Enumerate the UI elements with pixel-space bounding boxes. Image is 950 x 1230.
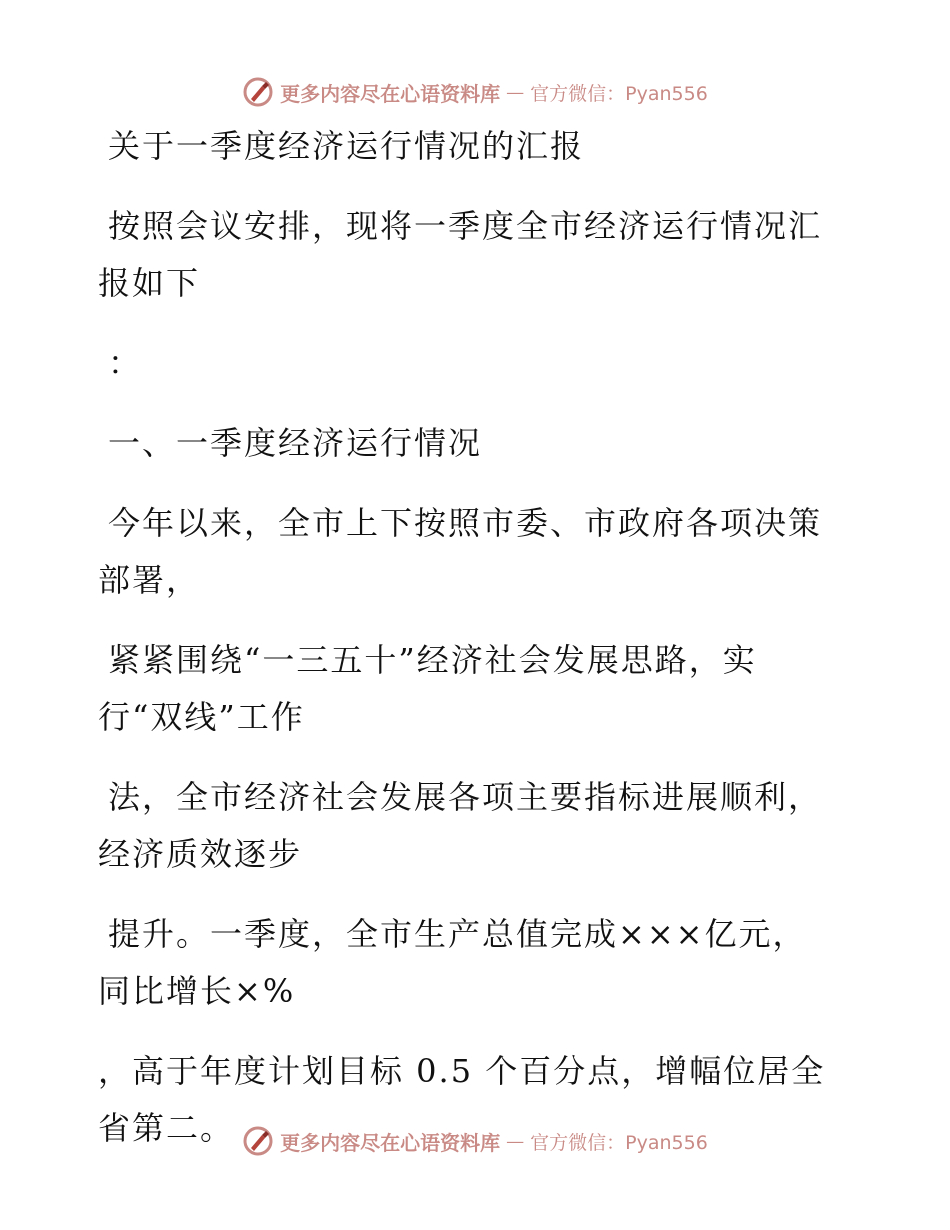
paragraph-line: 按照会议安排，现将一季度全市经济运行情况汇	[108, 207, 823, 245]
paragraph-line: 行“双线”工作	[98, 698, 305, 736]
paragraph-line: 法，全市经济社会发展各项主要指标进展顺利，	[108, 778, 823, 816]
document-title: 关于一季度经济运行情况的汇报	[108, 127, 585, 165]
footer-watermark	[0, 1121, 950, 1161]
paragraph-line: 部署，	[98, 561, 201, 599]
header-watermark	[0, 72, 950, 112]
watermark-wechat: 官方微信：Pyan556	[530, 1131, 708, 1154]
section-heading	[98, 415, 833, 472]
watermark-wechat: 官方微信：Pyan556	[530, 82, 708, 105]
pen-logo-icon	[242, 1125, 274, 1157]
paragraph-line: 省第二。	[98, 1109, 235, 1147]
paragraph	[98, 906, 833, 1020]
paragraph-line: 紧紧围绕“一三五十”经济社会发展思路，实	[108, 641, 757, 679]
paragraph-line: 今年以来，全市上下按照市委、市政府各项决策	[108, 504, 823, 542]
watermark-dash: —	[506, 81, 525, 103]
pen-logo-icon	[242, 76, 274, 108]
paragraph-line: 同比增长×%	[98, 972, 296, 1010]
watermark-dash: —	[506, 1130, 525, 1152]
watermark-brand: 更多内容尽在心语资料库	[280, 81, 501, 106]
paragraph-line: 经济质效逐步	[98, 835, 303, 873]
paragraph	[98, 769, 833, 883]
paragraph	[98, 335, 833, 392]
paragraph-line: 提升。一季度，全市生产总值完成×××亿元，	[108, 915, 807, 953]
paragraph-line: 报如下	[98, 264, 201, 302]
document-body	[98, 118, 833, 1157]
paragraph-line: ：	[108, 344, 143, 382]
paragraph	[98, 198, 833, 312]
paragraph-line: ，高于年度计划目标 0.5 个百分点，增幅位居全	[98, 1052, 826, 1090]
paragraph-line: 一、一季度经济运行情况	[108, 424, 483, 462]
paragraph	[98, 495, 833, 609]
watermark-brand: 更多内容尽在心语资料库	[280, 1130, 501, 1155]
paragraph	[98, 632, 833, 746]
